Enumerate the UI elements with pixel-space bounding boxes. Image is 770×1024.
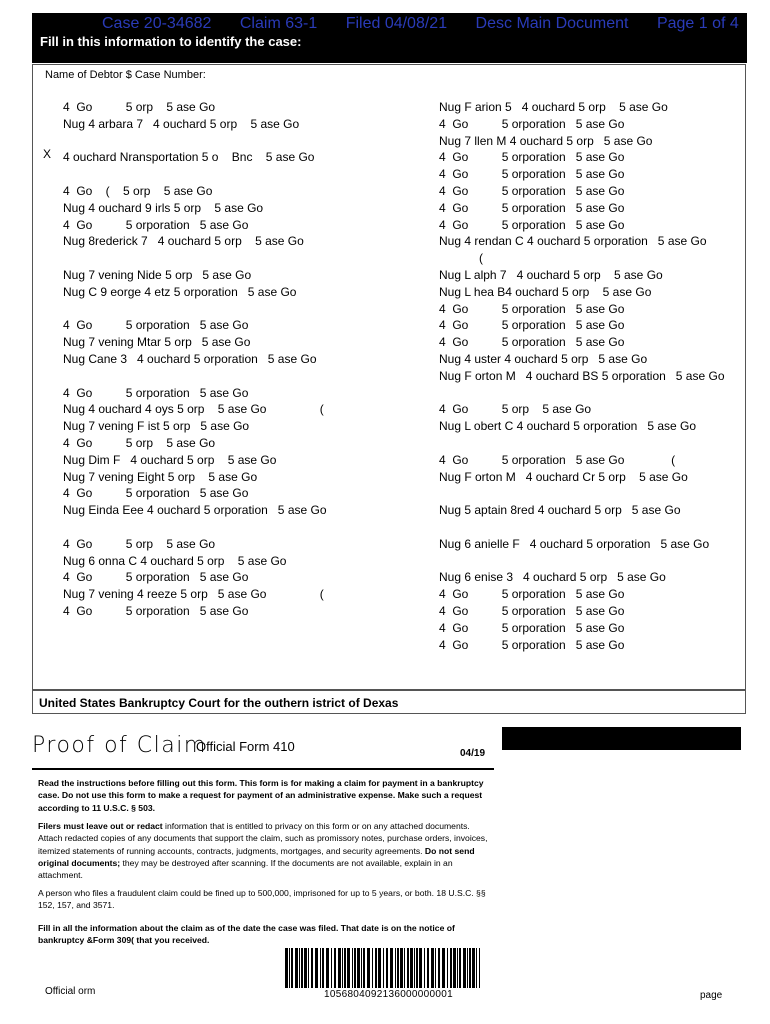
- barcode-bar: [419, 948, 422, 988]
- barcode-bar: [367, 948, 370, 988]
- debtor-line: [63, 368, 327, 385]
- court-name: United States Bankruptcy Court for the outhern istrict of Dexas: [32, 690, 746, 714]
- redact-tail: they may be destroyed after scanning. If the documents are not available, explain in an attachment.: [38, 857, 453, 881]
- barcode-bar: [338, 948, 341, 988]
- stamp-case: Case 20-34682: [102, 15, 212, 32]
- debtor-list-left: [63, 99, 327, 620]
- debtor-line: Nug 4 uster 4 ouchard 5 orp 5 ase Go: [439, 351, 648, 366]
- stamp-desc: Desc Main Document: [475, 15, 629, 32]
- barcode-bar: [395, 948, 396, 988]
- redact-bold: Filers must leave out or redact: [38, 821, 163, 831]
- debtor-line: Nug F orton M 4 ouchard BS 5 orporation 5 ase Go: [439, 368, 725, 383]
- debtor-line: Nug L obert C 4 ouchard 5 orporation 5 ase Go: [439, 419, 697, 434]
- debtor-line: 4 Go 5 orporation 5 ase Go: [439, 200, 625, 215]
- barcode-bar: [469, 948, 471, 988]
- debtor-line: [439, 385, 725, 402]
- debtor-line: 4 Go 5 orporation 5 ase Go: [439, 318, 625, 333]
- debtor-line: 4 Go 5 orp 5 ase Go: [63, 536, 216, 551]
- barcode-bar: [438, 948, 440, 988]
- redact-bold-2: Do not send original documents;: [38, 845, 475, 868]
- debtor-line: 4 Go 5 orporation 5 ase Go: [63, 318, 249, 333]
- debtor-line: 4 Go 5 orporation 5 ase Go: [439, 116, 625, 131]
- debtor-line: Nug 7 vening F ist 5 orp 5 ase Go: [63, 419, 250, 434]
- debtor-line: 4 Go 5 orporation 5 ase Go: [63, 385, 249, 400]
- barcode-bar: [322, 948, 324, 988]
- debtor-case-box: [32, 64, 746, 690]
- instructions-redact: [38, 820, 488, 881]
- barcode-bar: [467, 948, 468, 988]
- barcode-bar: [375, 948, 377, 988]
- instructions-fraud: A person who files a fraudulent claim could be fined up to 500,000, imprisoned for up to 5 years, or both. 18 U.S.C. §§ 152, 157, and 3571.: [38, 888, 486, 911]
- debtor-line: Nug Dim F 4 ouchard 5 orp 5 ase Go: [63, 452, 277, 467]
- debtor-line: [63, 250, 327, 267]
- barcode-bar: [416, 948, 418, 988]
- barcode-bar: [463, 948, 466, 988]
- barcode-bar: [289, 948, 290, 988]
- barcode-bar: [414, 948, 415, 988]
- debtor-line: 4 Go 5 orporation 5 ase Go: [63, 603, 249, 618]
- debtor-line: [439, 485, 725, 502]
- debtor-line: Nug F arion 5 4 ouchard 5 orp 5 ase Go: [439, 100, 668, 114]
- form-number: Official Form 410: [196, 739, 295, 754]
- debtor-line: 4 Go 5 orp 5 ase Go: [63, 100, 216, 114]
- debtor-line: Nug C 9 eorge 4 etz 5 orporation 5 ase Go: [63, 284, 297, 299]
- instructions-intro: Read the instructions before filling out this form. This form is for making a claim for payment in a bankruptcy case. Do not use this form to make a request for payment of an administrative expense. Make such a request according to 11 U.S.C. § 503.: [38, 778, 484, 813]
- debtor-line: Nug 5 aptain 8red 4 ouchard 5 orp 5 ase Go: [439, 503, 681, 518]
- barcode-bar: [344, 948, 346, 988]
- debtor-line: [439, 553, 725, 570]
- debtor-line: Nug 6 enise 3 4 ouchard 5 orp 5 ase Go: [439, 570, 666, 585]
- barcode-bar: [453, 948, 456, 988]
- debtor-line: 4 ouchard Nransportation 5 o Bnc 5 ase Go: [63, 150, 315, 165]
- barcode-bar: [431, 948, 434, 988]
- debtor-line: Nug 4 ouchard 9 irls 5 orp 5 ase Go: [63, 200, 264, 215]
- debtor-line: 4 Go 5 orp 5 ase Go: [63, 435, 216, 450]
- barcode-bar: [400, 948, 403, 988]
- debtor-line: 4 Go 5 orporation 5 ase Go: [63, 570, 249, 585]
- debtor-list-right: [439, 99, 725, 653]
- barcode-bar: [372, 948, 373, 988]
- barcode-bar: [390, 948, 393, 988]
- debtor-line: 4 Go ( 5 orp 5 ase Go: [63, 183, 213, 198]
- debtor-line: 4 Go 5 orporation 5 ase Go: [439, 637, 625, 652]
- debtor-line: Nug L alph 7 4 ouchard 5 orp 5 ase Go: [439, 267, 663, 282]
- debtor-line: [63, 166, 327, 183]
- stamp-page: Page 1 of 4: [656, 15, 739, 32]
- footer-official-form: Official orm: [45, 986, 96, 997]
- barcode-bar: [285, 948, 288, 988]
- x-mark: X: [43, 147, 52, 161]
- debtor-line: Nug 7 vening 4 reeze 5 orp 5 ase Go (: [63, 587, 324, 602]
- debtor-line: 4 Go 5 orporation 5 ase Go: [439, 150, 625, 165]
- barcode-bar: [424, 948, 425, 988]
- barcode-bar: [299, 948, 300, 988]
- barcode-bar: [386, 948, 388, 988]
- barcode-number: 1056804092136000000001: [324, 989, 453, 1000]
- barcode-bar: [410, 948, 413, 988]
- debtor-line: 4 Go 5 orporation 5 ase Go: [439, 217, 625, 232]
- case-header-bar: [32, 13, 747, 63]
- barcode: [285, 948, 480, 988]
- barcode-bar: [450, 948, 452, 988]
- redact-text: information that is entitled to privacy on this form or on any attached documents. Attach redacted copies of any documents that support the claim, such as promissory notes, purchase orders, invoices, itemized statements of running accounts, contracts, judgments, mortgages, and security agreements.: [38, 821, 488, 856]
- barcode-bar: [442, 948, 445, 988]
- barcode-bar: [334, 948, 336, 988]
- debtor-line: Nug 4 rendan C 4 ouchard 5 orporation 5 ase Go: [439, 234, 707, 249]
- debtor-line: Nug Cane 3 4 ouchard 5 orporation 5 ase Go: [63, 351, 317, 366]
- barcode-bar: [347, 948, 350, 988]
- barcode-bar: [383, 948, 384, 988]
- instructions-fill: Fill in all the information about the claim as of the date the case was filed. That date is on the notice of bankruptcy &Form 309( that you received.: [38, 923, 455, 946]
- form-date: 04/19: [460, 748, 486, 759]
- barcode-bar: [479, 948, 480, 988]
- barcode-bar: [342, 948, 343, 988]
- barcode-bar: [404, 948, 405, 988]
- stamp-claim: Claim 63-1: [239, 15, 318, 32]
- debtor-line: [63, 133, 327, 150]
- debtor-line: [439, 435, 725, 452]
- debtor-line: 4 Go 5 orporation 5 ase Go: [63, 486, 249, 501]
- debtor-line: Nug 7 vening Eight 5 orp 5 ase Go: [63, 469, 258, 484]
- debtor-line: 4 Go 5 orporation 5 ase Go: [439, 335, 625, 350]
- debtor-line: Nug 7 vening Nide 5 orp 5 ase Go: [63, 267, 252, 282]
- barcode-bar: [378, 948, 381, 988]
- debtor-line: 4 Go 5 orporation 5 ase Go: [439, 301, 625, 316]
- title-rule: [32, 768, 494, 770]
- barcode-bar: [301, 948, 303, 988]
- debtor-line: 4 Go 5 orp 5 ase Go: [439, 402, 592, 417]
- debtor-line: 4 Go 5 orporation 5 ase Go: [439, 587, 625, 602]
- debtor-line: (: [439, 251, 484, 266]
- debtor-line: 4 Go 5 orporation 5 ase Go: [63, 217, 249, 232]
- barcode-bar: [308, 948, 309, 988]
- debtor-line: Nug 6 anielle F 4 ouchard 5 orporation 5 ase Go: [439, 536, 710, 551]
- barcode-bar: [476, 948, 477, 988]
- barcode-bar: [459, 948, 461, 988]
- barcode-bar: [354, 948, 356, 988]
- barcode-bar: [361, 948, 362, 988]
- barcode-bar: [320, 948, 321, 988]
- barcode-bar: [311, 948, 313, 988]
- debtor-line: [63, 301, 327, 318]
- barcode-bar: [457, 948, 458, 988]
- barcode-bar: [326, 948, 329, 988]
- debtor-name-label: Name of Debtor $ Case Number:: [45, 69, 206, 81]
- debtor-line: [439, 519, 725, 536]
- debtor-line: 4 Go 5 orporation 5 ase Go: [439, 620, 625, 635]
- debtor-line: 4 Go 5 orporation 5 ase Go: [439, 603, 625, 618]
- fill-case-heading: Fill in this information to identify the case:: [40, 34, 302, 49]
- barcode-bar: [435, 948, 436, 988]
- barcode-bar: [357, 948, 360, 988]
- barcode-bar: [397, 948, 399, 988]
- debtor-line: Nug 4 ouchard 4 oys 5 orp 5 ase Go (: [63, 402, 324, 417]
- barcode-bar: [331, 948, 332, 988]
- debtor-line: 4 Go 5 orporation 5 ase Go: [439, 183, 625, 198]
- barcode-bar: [295, 948, 298, 988]
- debtor-line: Nug 7 llen M 4 ouchard 5 orp 5 ase Go: [439, 133, 653, 148]
- barcode-bar: [427, 948, 429, 988]
- stamp-filed: Filed 04/08/21: [345, 15, 448, 32]
- debtor-line: Nug F orton M 4 ouchard Cr 5 orp 5 ase Go: [439, 469, 688, 484]
- barcode-bar: [447, 948, 448, 988]
- barcode-bar: [472, 948, 475, 988]
- form-title: Proof of Claim: [32, 733, 207, 758]
- barcode-bar: [407, 948, 409, 988]
- barcode-bar: [291, 948, 293, 988]
- debtor-line: Nug 8rederick 7 4 ouchard 5 orp 5 ase Go: [63, 234, 304, 249]
- debtor-line: Nug L hea B4 ouchard 5 orp 5 ase Go: [439, 284, 652, 299]
- debtor-line: 4 Go 5 orporation 5 ase Go (: [439, 452, 676, 467]
- barcode-bar: [363, 948, 365, 988]
- debtor-line: Nug 6 onna C 4 ouchard 5 orp 5 ase Go: [63, 553, 287, 568]
- redaction-block: [502, 727, 741, 750]
- barcode-bar: [315, 948, 318, 988]
- debtor-line: [63, 519, 327, 536]
- debtor-line: Nug Einda Eee 4 ouchard 5 orporation 5 ase Go: [63, 503, 327, 518]
- barcode-bar: [352, 948, 353, 988]
- debtor-line: Nug 7 vening Mtar 5 orp 5 ase Go: [63, 335, 251, 350]
- footer-page: page: [700, 990, 723, 1001]
- debtor-line: Nug 4 arbara 7 4 ouchard 5 orp 5 ase Go: [63, 116, 300, 131]
- barcode-bar: [304, 948, 307, 988]
- debtor-line: 4 Go 5 orporation 5 ase Go: [439, 167, 625, 182]
- court-filing-stamp: [102, 15, 763, 33]
